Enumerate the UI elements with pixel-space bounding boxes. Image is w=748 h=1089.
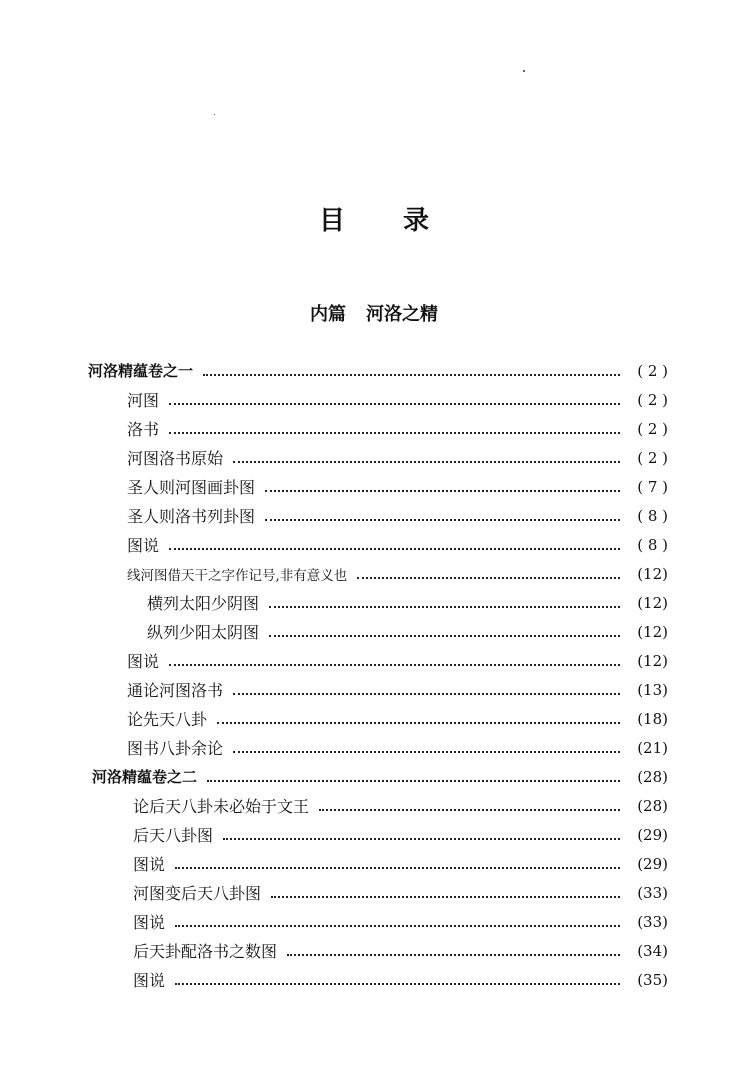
toc-entry-page: (21) [637, 738, 668, 757]
toc-entry-label: 横列太阳少阴图 [147, 594, 260, 613]
toc-entry[interactable] [133, 878, 668, 907]
toc-entry[interactable] [88, 356, 668, 385]
toc-entry[interactable] [127, 501, 668, 530]
toc-entry-page: ( 8 ) [637, 506, 668, 525]
toc-entry-label: 通论河图洛书 [127, 681, 224, 700]
toc-entry-label: 论先天八卦 [127, 710, 208, 729]
toc-entry-label: 图说 [133, 855, 166, 874]
toc-entry[interactable] [133, 936, 668, 965]
toc-entry-page: (13) [637, 680, 668, 699]
toc-entry[interactable] [92, 762, 668, 791]
dot-leader [265, 519, 620, 521]
dot-leader [319, 809, 620, 811]
toc-entry[interactable] [133, 849, 668, 878]
toc-entry[interactable] [127, 704, 668, 733]
toc-entry-label: 后天八卦图 [133, 826, 214, 845]
toc-entry-label: 圣人则河图画卦图 [127, 478, 256, 497]
toc-entry-page: ( 2 ) [637, 448, 668, 467]
toc-entry[interactable] [127, 414, 668, 443]
toc-entry[interactable] [127, 443, 668, 472]
toc-entry-label: 河图洛书原始 [127, 449, 224, 468]
dot-leader [269, 606, 620, 608]
toc-entry[interactable] [133, 907, 668, 936]
toc-entry[interactable] [127, 733, 668, 762]
section-heading [0, 300, 748, 326]
toc-entry-page: (29) [637, 854, 668, 873]
dot-leader [175, 867, 620, 869]
toc-entry[interactable] [133, 820, 668, 849]
dot-leader [175, 983, 620, 985]
toc-entry-label: 河图 [127, 391, 160, 410]
dot-leader [169, 664, 620, 666]
toc-entry[interactable] [127, 646, 668, 675]
toc-entry-page: (34) [637, 941, 668, 960]
toc-entry-page: (35) [637, 970, 668, 989]
toc-entry-label: 河洛精蕴卷之一 [88, 362, 194, 380]
toc-entry[interactable] [133, 965, 668, 994]
toc-entry-page: (12) [637, 651, 668, 670]
dot-leader [271, 896, 620, 898]
section-name: 河洛之精 [366, 304, 438, 325]
toc-entry-label: 后天卦配洛书之数图 [133, 942, 278, 961]
toc-entry-label: 纵列少阳太阴图 [147, 623, 260, 642]
toc-entry-label: 河图变后天八卦图 [133, 884, 262, 903]
toc-entry-page: ( 8 ) [637, 535, 668, 554]
toc-entry-label: 图说 [127, 536, 160, 555]
toc-entry-label: 图说 [133, 971, 166, 990]
toc-entry-label: 圣人则洛书列卦图 [127, 507, 256, 526]
dot-leader [207, 780, 620, 782]
toc-entry[interactable] [127, 385, 668, 414]
toc-entry[interactable] [127, 559, 668, 588]
dot-leader [217, 722, 620, 724]
toc-entry-page: (28) [637, 767, 668, 786]
toc-entry[interactable] [127, 472, 668, 501]
dot-leader [175, 925, 620, 927]
scan-speck [523, 70, 525, 72]
toc-entry-label: 洛书 [127, 420, 160, 439]
toc-entry[interactable] [147, 588, 668, 617]
toc-entry-page: (12) [637, 564, 668, 583]
toc-entry[interactable] [127, 675, 668, 704]
dot-leader [169, 403, 620, 405]
dot-leader [223, 838, 620, 840]
toc-entry-page: (12) [637, 593, 668, 612]
toc-entry-label: 论后天八卦未必始于文王 [133, 797, 310, 816]
dot-leader [287, 954, 620, 956]
toc-entry-page: (12) [637, 622, 668, 641]
scan-speck [214, 114, 215, 115]
toc-entry-label: 线河图借天干之字作记号,非有意义也 [127, 567, 348, 584]
toc-entry-page: ( 2 ) [637, 419, 668, 438]
dot-leader [265, 490, 620, 492]
dot-leader [233, 461, 620, 463]
page-title: 目录 [318, 206, 487, 236]
dot-leader [203, 374, 620, 376]
toc-entry-page: (28) [637, 796, 668, 815]
toc-entry-page: (29) [637, 825, 668, 844]
dot-leader [357, 577, 620, 579]
toc-entry[interactable] [127, 530, 668, 559]
dot-leader [169, 432, 620, 434]
toc-entry-label: 图说 [127, 652, 160, 671]
toc-entry-label: 河洛精蕴卷之二 [92, 768, 198, 786]
dot-leader [233, 751, 620, 753]
toc-entry-label: 图说 [133, 913, 166, 932]
dot-leader [233, 693, 620, 695]
dot-leader [169, 548, 620, 550]
toc-entry-page: ( 7 ) [637, 477, 668, 496]
toc-entry-page: (33) [637, 912, 668, 931]
toc-entry-page: (18) [637, 709, 668, 728]
section-part: 内篇 [310, 304, 346, 325]
toc-entry-page: (33) [637, 883, 668, 902]
toc-entry[interactable] [133, 791, 668, 820]
toc-entry-page: ( 2 ) [637, 361, 668, 380]
toc-entry[interactable] [147, 617, 668, 646]
toc-entry-page: ( 2 ) [637, 390, 668, 409]
toc-entry-label: 图书八卦余论 [127, 739, 224, 758]
dot-leader [269, 635, 620, 637]
